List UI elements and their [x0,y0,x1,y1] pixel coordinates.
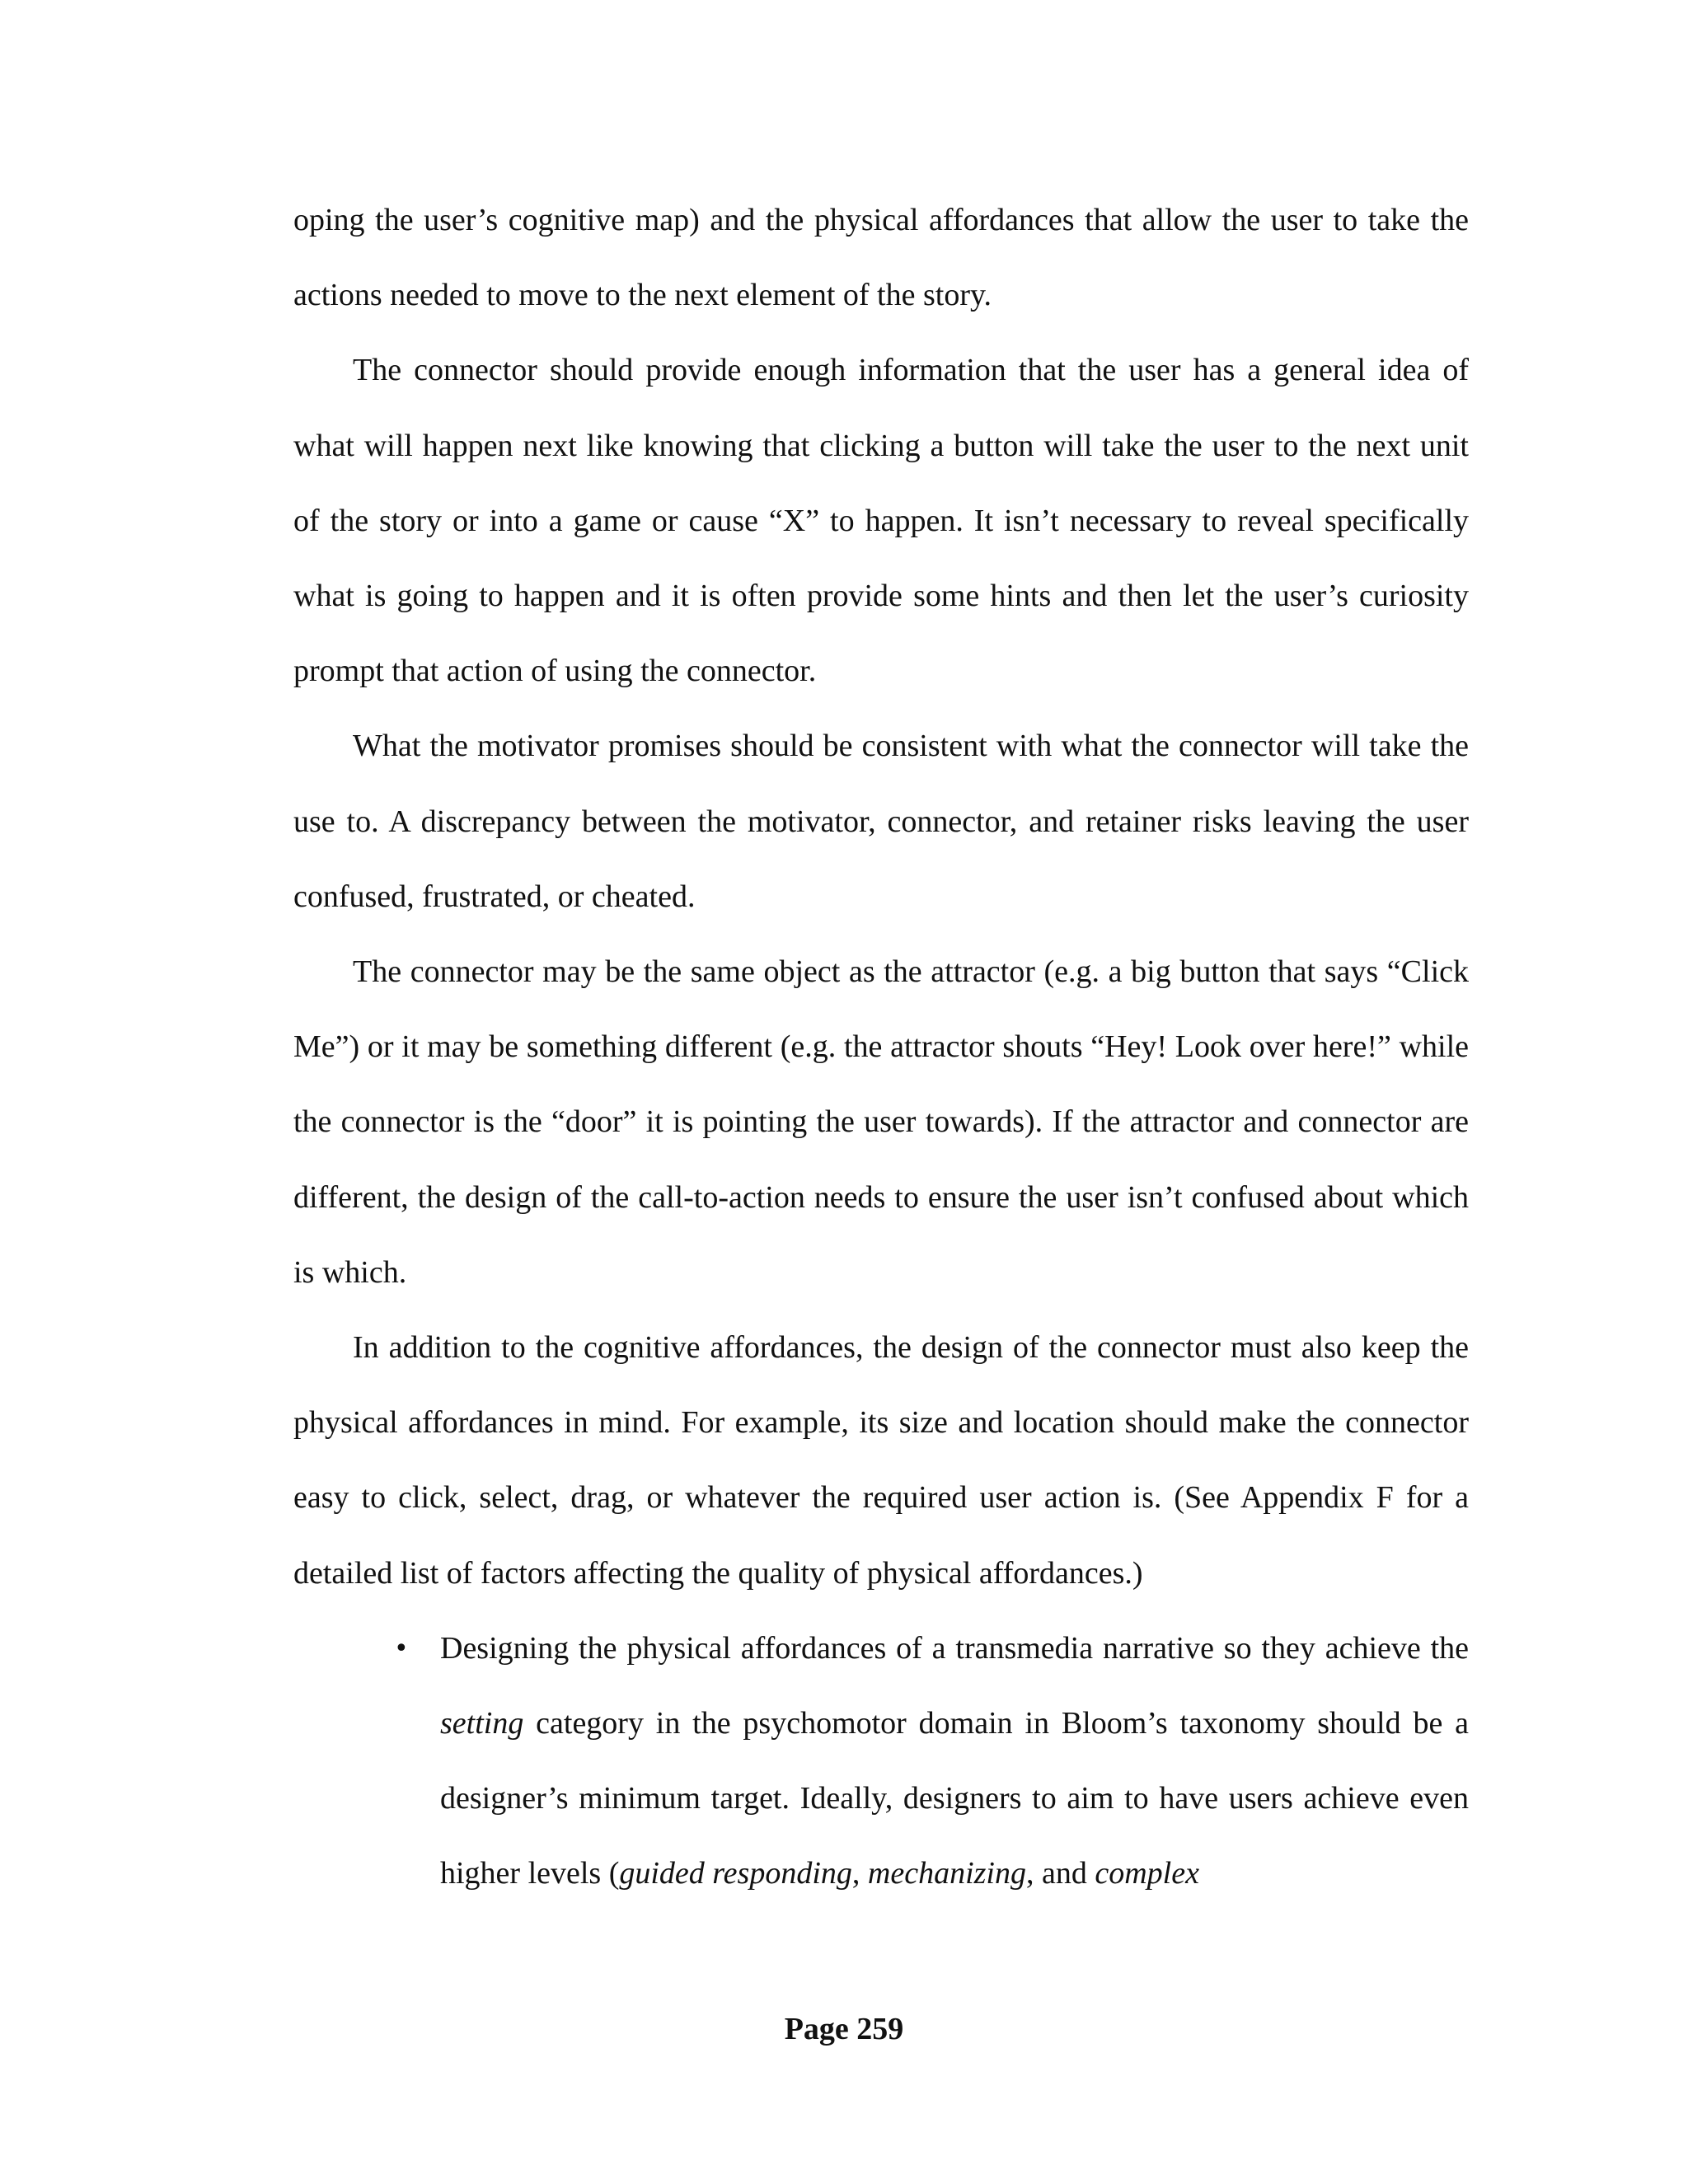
bullet-list [293,1611,1469,1912]
document-body [293,183,1469,1912]
paragraph-physical-affordances: In addition to the cognitive affordances, the design of the connector must also keep the physical affordances in mind. For example, its size and location should make the connector easy to click, select, drag, or whatever the required user action is. (See Appendix F for a detailed list of factors affecting the quality of physical affordances.) [293,1330,1469,1591]
bullet-text-segment: category in the psychomotor domain in Bloom’s taxonomy should be a designer’s minimum target. Ideally, designers to aim to have users achieve even higher levels ( [440,1706,1469,1891]
paragraph-motivator-promises: What the motivator promises should be consistent with what the connector will take the use to. A discrepancy between the motivator, connector, and retainer risks leaving the user confused, frustrated, or cheated. [293,729,1469,914]
italic-term-guided-responding: guided responding [619,1856,852,1891]
italic-term-setting: setting [440,1706,524,1741]
paragraph-continuation: oping the user’s cognitive map) and the physical affordances that allow the user to take the actions needed to move to the next element of the story. [293,203,1469,313]
bullet-text-segment: , and [1025,1856,1095,1891]
bullet-icon: • [394,1633,409,1663]
page-number: Page 259 [784,2012,904,2046]
italic-term-complex: complex [1095,1856,1199,1891]
paragraph-connector-attractor: The connector may be the same object as the attractor (e.g. a big button that says “Click Me”) or it may be something different (e.g. the attractor shouts “Hey! Look over here!” while the connector is the “door” it is pointing the user towards). If the attractor and connector are different, the design of the call-to-action needs to ensure the user isn’t confused about which is which. [293,954,1469,1290]
italic-term-mechanizing: mechanizing [867,1856,1026,1891]
bullet-text-segment: , [851,1856,868,1891]
paragraph-connector-information: The connector should provide enough information that the user has a general idea of what will happen next like knowing that clicking a button will take the user to the next unit of the story or into a game or cause “X” to happen. It isn’t necessary to reveal specifically what is going to happen and it is often provide some hints and then let the user’s curiosity prompt that action of using the connector. [293,353,1469,689]
bullet-text-segment: Designing the physical affordances of a transmedia narrative so they achieve the [440,1630,1469,1666]
list-item [394,1611,1469,1912]
